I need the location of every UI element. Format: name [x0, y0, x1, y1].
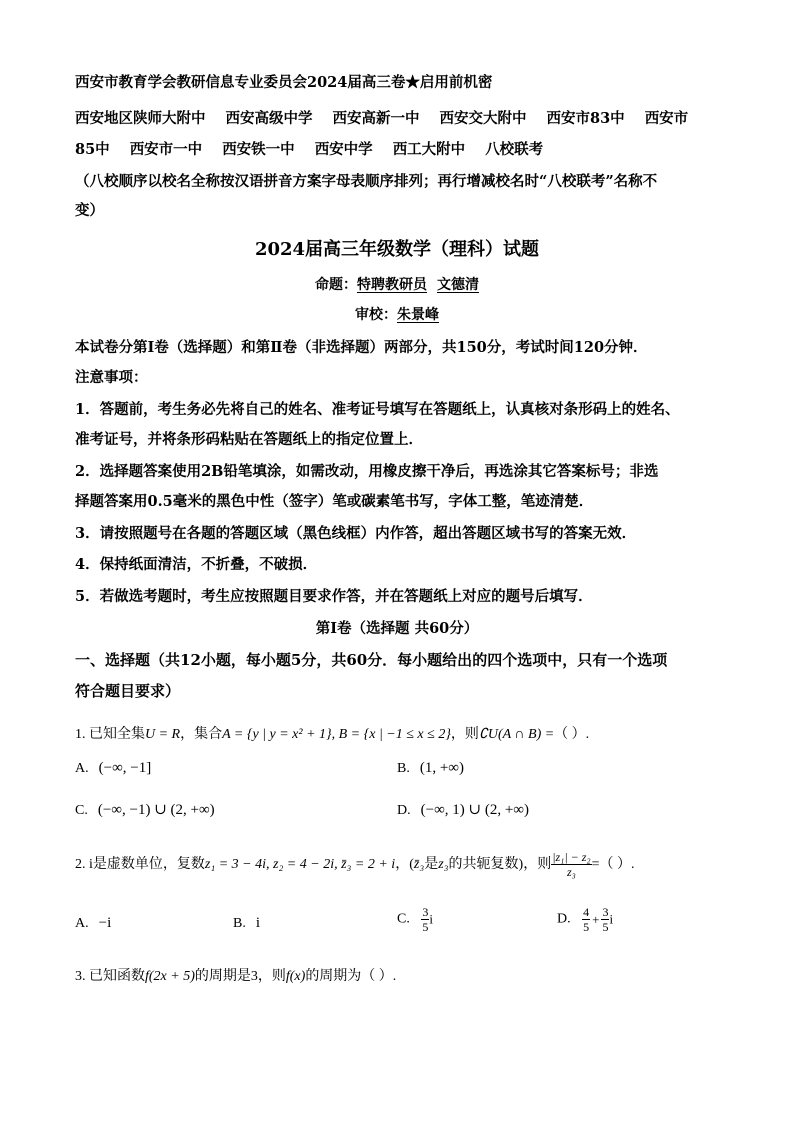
school-name: 西安交大附中: [439, 110, 527, 127]
option-label: C.: [397, 911, 410, 927]
q3-tail: 的周期为（ ）.: [305, 969, 397, 984]
author-name: 文德清: [437, 277, 479, 293]
author-title: 特聘教研员: [357, 277, 427, 293]
reviewer-label: 审校：: [355, 307, 397, 323]
reviewer-line: [0, 305, 794, 325]
option-label: B.: [233, 916, 246, 931]
option-label: B.: [397, 761, 410, 776]
q2-z3: z₃: [438, 857, 449, 872]
q1-option-d: [397, 800, 529, 819]
q2-mid: ，(: [395, 857, 414, 872]
option-label: D.: [397, 803, 411, 818]
option-suffix: i: [429, 911, 433, 927]
q3-f2: f(x): [285, 969, 306, 984]
reviewer-name: 朱景峰: [397, 307, 439, 323]
school-name: 西安铁一中: [222, 141, 295, 158]
q1-option-a: [75, 760, 151, 777]
q2-option-d: [557, 905, 613, 934]
school-name: 西安高级中学: [225, 110, 313, 127]
q1-sets: A = {y | y = x² + 1}, B = {x | −1 ≤ x ≤ 2}: [222, 727, 451, 742]
school-list-line-1: [75, 109, 735, 129]
option-value: (−∞, 1) ∪ (2, +∞): [420, 802, 529, 818]
q2-mid3: 的共轭复数)，则: [448, 857, 552, 872]
q1-universe: U = R: [145, 727, 181, 742]
section-heading-cont: 符合题目要求）: [75, 682, 181, 700]
option-fraction: [582, 905, 590, 934]
q2-nums: z₁ = 3 − 4i, z₂ = 4 − 2i, z̄₃ = 2 + i: [204, 857, 396, 872]
q1-option-b: [397, 760, 464, 777]
q2-option-b: [233, 915, 260, 932]
option-value: i: [255, 915, 261, 931]
question-1: [75, 725, 589, 745]
option-label: D.: [557, 911, 571, 927]
question-3: [75, 967, 396, 987]
q3-mid: 的周期是3，则: [194, 969, 286, 984]
author-line: [0, 275, 794, 295]
q1-paren: （ ）.: [554, 727, 590, 742]
option-value: (1, +∞): [419, 760, 464, 776]
school-order-note-cont: 变）: [75, 202, 104, 219]
fraction-numerator: 4: [583, 905, 590, 919]
notice-item: 2．选择题答案使用2B铅笔填涂，如需改动，用橡皮擦干净后，再选涂其它答案标号；非选: [75, 463, 659, 480]
school-name: 西安地区陕师大附中: [75, 110, 206, 127]
school-name: 85中: [75, 141, 110, 158]
exam-title: 2024届高三年级数学（理科）试题: [254, 239, 540, 260]
school-name: 西工大附中: [392, 141, 466, 158]
school-list-line-2: [75, 140, 735, 160]
q1-mid2: ，则: [450, 727, 479, 742]
fraction-numerator: 3: [422, 905, 429, 919]
section-heading: 一、选择题（共12小题，每小题5分，共60分．每小题给出的四个选项中，只有一个选项: [75, 651, 668, 669]
q3-prefix: 3. 已知函数: [75, 969, 145, 984]
fraction-denominator: 5: [583, 920, 590, 934]
school-name: 西安市一中: [129, 141, 203, 158]
header-line: 西安市教育学会教研信息专业委员会2024届高三卷★启用前机密: [75, 74, 493, 91]
q3-f1: f(2x + 5): [145, 969, 195, 984]
q2-mid2: 是: [424, 857, 439, 872]
option-label: A.: [75, 916, 89, 931]
fraction-denominator: z₃: [566, 865, 576, 880]
option-plus: +: [592, 911, 600, 927]
notice-item: 3．请按照题号在各题的答题区域（黑色线框）内作答，超出答题区域书写的答案无效．: [75, 525, 637, 542]
notice-item: 5．若做选考题时，考生应按照题目要求作答，并在答题纸上对应的题号后填写．: [75, 588, 593, 605]
q2-conj: z̄₃: [413, 857, 425, 872]
q2-tail: =（ ）.: [591, 857, 635, 872]
option-label: C.: [75, 803, 88, 818]
notice-item: 4．保持纸面清洁，不折叠，不破损．: [75, 556, 318, 573]
school-name: 西安市: [644, 110, 689, 127]
q1-expr: ∁U(A ∩ B) =: [478, 727, 555, 742]
intro-text: 本试卷分第Ⅰ卷（选择题）和第Ⅱ卷（非选择题）两部分，共150分，考试时间120分钟．: [75, 339, 648, 356]
option-value: (−∞, −1]: [98, 760, 152, 776]
fraction-numerator: |z₁| − z₂: [552, 850, 591, 865]
school-name: 八校联考: [485, 141, 544, 158]
author-label: 命题：: [315, 277, 357, 293]
option-value: (−∞, −1) ∪ (2, +∞): [97, 802, 215, 818]
notice-item: 1．答题前，考生务必先将自己的姓名、准考证号填写在答题纸上，认真核对条形码上的姓名、: [75, 401, 680, 418]
school-order-note: （八校顺序以校名全称按汉语拼音方案字母表顺序排列；再行增减校名时“八校联考”名称不: [75, 173, 658, 190]
q1-mid: ，集合: [180, 727, 223, 742]
question-2: [75, 850, 635, 880]
school-name: 西安高新一中: [332, 110, 420, 127]
school-name: 西安市83中: [546, 110, 625, 127]
fraction-denominator: 5: [602, 920, 609, 934]
option-label: A.: [75, 761, 89, 776]
q2-prefix: 2. i是虚数单位，复数: [75, 857, 205, 872]
q2-option-c: [397, 905, 433, 934]
fraction-denominator: 5: [422, 920, 429, 934]
notice-item: 准考证号，并将条形码粘贴在答题纸上的指定位置上．: [75, 431, 423, 448]
notice-heading: 注意事项：: [75, 369, 148, 386]
school-name: 西安中学: [314, 141, 373, 158]
q2-fraction: [551, 850, 591, 879]
option-suffix: i: [609, 911, 614, 927]
fraction-numerator: 3: [602, 905, 609, 919]
notice-item: 择题答案用0.5毫米的黑色中性（签字）笔或碳素笔书写，字体工整，笔迹清楚．: [75, 493, 594, 510]
q1-option-c: [75, 800, 215, 819]
q2-option-a: [75, 915, 111, 932]
q1-prefix: 1. 已知全集: [75, 727, 145, 742]
part-title: 第Ⅰ卷（选择题 共60分）: [315, 620, 479, 637]
option-value: −i: [98, 915, 112, 931]
